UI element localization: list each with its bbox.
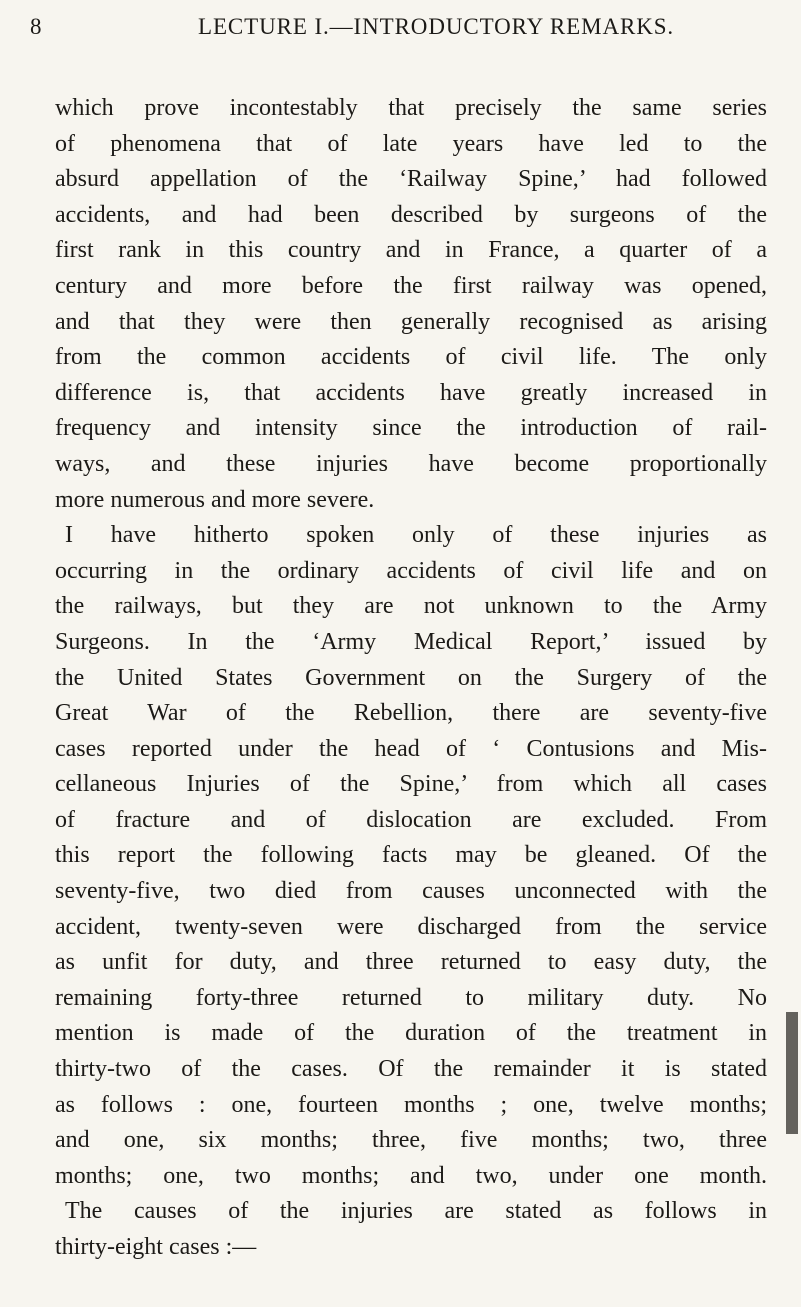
running-head: LECTURE I.—INTRODUCTORY REMARKS. <box>198 14 675 39</box>
text-line: Surgeons. In the ‘Army Medical Report,’ issued by <box>55 628 767 655</box>
text-line: and one, six months; three, five months; two, three <box>55 1127 767 1154</box>
text-line: from the common accidents of civil life. The only <box>55 344 767 371</box>
page-number: 8 <box>30 14 42 39</box>
text-line: the United States Government on the Surgery of the <box>55 664 767 691</box>
text-line: Great War of the Rebellion, there are seventy-five <box>55 700 767 727</box>
text-line: remaining forty-three returned to military duty. No <box>55 984 767 1011</box>
text-line: as unfit for duty, and three returned to easy duty, the <box>55 949 767 976</box>
page-edge-shadow <box>786 1012 798 1134</box>
text-line: absurd appellation of the ‘Railway Spine,’ had followed <box>55 166 767 193</box>
text-line: months; one, two months; and two, under one month. <box>55 1162 767 1189</box>
text-line: mention is made of the duration of the treatment in <box>55 1020 767 1047</box>
text-line: cases reported under the head of ‘ Contusions and Mis- <box>55 735 767 762</box>
text-line: of fracture and of dislocation are excluded. From <box>55 806 767 833</box>
text-line: century and more before the first railway was opened, <box>55 272 767 299</box>
text-line: accidents, and had been described by surgeons of the <box>55 201 767 228</box>
text-line: difference is, that accidents have greatly increased in <box>55 379 767 406</box>
text-line: occurring in the ordinary accidents of civil life and on <box>55 557 767 584</box>
text-line: thirty-two of the cases. Of the remainder it is stated <box>55 1056 767 1083</box>
text-line: accident, twenty-seven were discharged from the service <box>55 913 767 940</box>
text-line: cellaneous Injuries of the Spine,’ from which all cases <box>55 771 767 798</box>
text-line: the railways, but they are not unknown to the Army <box>55 593 767 620</box>
paragraph-start-line: The causes of the injuries are stated as follows in <box>65 1198 767 1225</box>
text-line: as follows : one, fourteen months ; one, twelve months; <box>55 1091 767 1118</box>
text-line: which prove incontestably that precisely the same series <box>55 95 767 121</box>
text-line: this report the following facts may be gleaned. Of the <box>55 842 767 869</box>
text-line: ways, and these injuries have become proportionally <box>55 450 767 477</box>
text-line: and that they were then generally recognised as arising <box>55 308 767 335</box>
paragraph-start-line: I have hitherto spoken only of these injuries as <box>65 522 767 549</box>
text-line: frequency and intensity since the introduction of rail- <box>55 415 767 442</box>
text-line: seventy-five, two died from causes unconnected with the <box>55 878 767 905</box>
paragraph-end-line: more numerous and more severe. <box>55 486 375 513</box>
paragraph-end-line: thirty-eight cases :— <box>55 1234 257 1260</box>
text-line: of phenomena that of late years have led to the <box>55 130 767 157</box>
body-text <box>55 91 767 1266</box>
text-line: first rank in this country and in France, a quarter of a <box>55 237 767 264</box>
